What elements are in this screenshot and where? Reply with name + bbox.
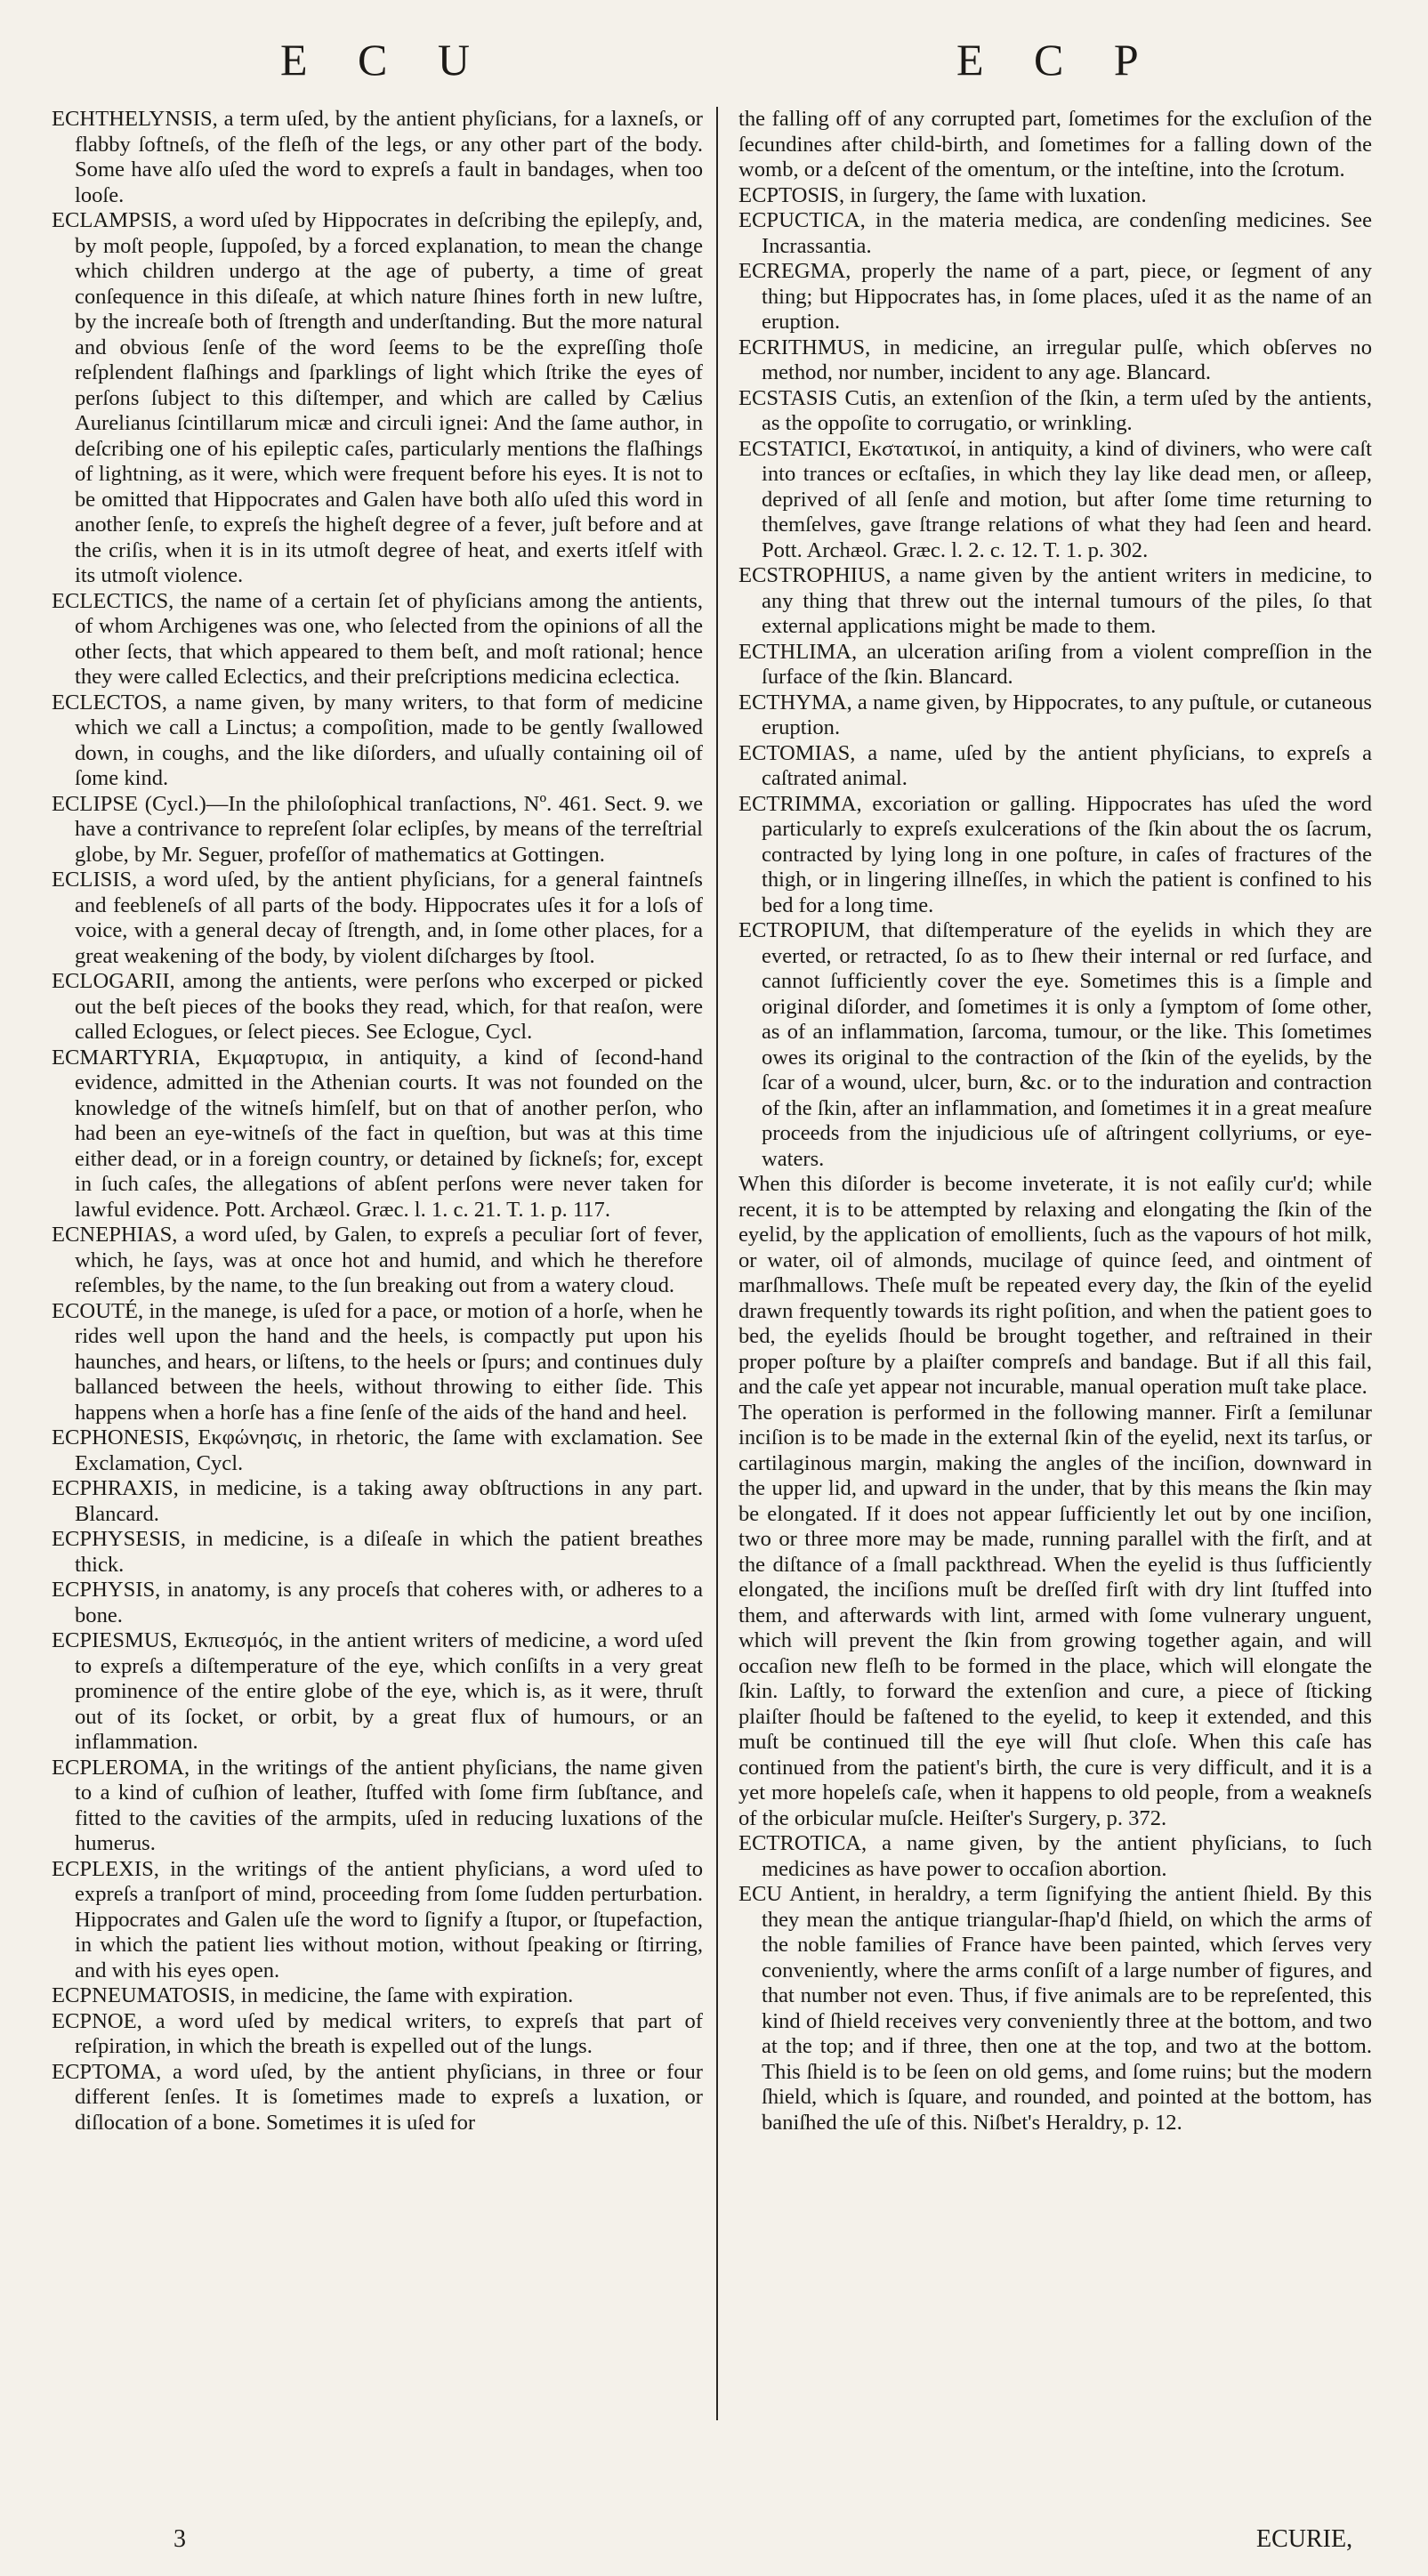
dictionary-entry: ECPNOE, a word uſed by medical writers, to expreſs that part of reſpiration, in which the breath is expelled out of the lungs. xyxy=(52,2008,703,2058)
dictionary-entry: When this diſorder is become inveterate, it is not eaſily cur'd; while recent, it is to be attempted by relaxing and elongating the ſkin of the eyelid, by the application of emollients, ſuch as the vapours of hot milk, or water, oil of almonds, mucilage of quince ſeed, and ointment of marſhmallows. Theſe muſt be repeated every day, the ſkin of the eyelid drawn frequently towards its right poſition, and when the patient goes to bed, the eyelids ſhould be brought together, and reſtrained in their proper poſture by a plaiſter compreſs and bandage. But if all this fail, and the caſe yet appear not incurable, manual operation muſt take place. xyxy=(738,1172,1372,1399)
catchword: ECURIE, xyxy=(1256,2525,1353,2553)
dictionary-entry: ECTHLIMA, an ulceration ariſing from a violent compreſſion in the ſurface of the ſkin. Blancard. xyxy=(738,639,1372,689)
dictionary-entry: ECNEPHIAS, a word uſed, by Galen, to expreſs a peculiar ſort of fever, which, he ſays, was at once hot and humid, and which he therefore reſembles, by the name, to the ſun breaking out from a watery cloud. xyxy=(52,1223,703,1297)
header-left: E C U xyxy=(280,35,489,85)
dictionary-entry: ECPHYSESIS, in medicine, is a diſeaſe in which the patient breathes thick. xyxy=(52,1527,703,1577)
dictionary-entry: ECPIESMUS, Εκπιεσμός, in the antient writers of medicine, a word uſed to expreſs a diſtemperature of the eye, which conſiſts in a very great prominence of the entire globe of the eye, which is, as it were, thruſt out of its ſocket, or orbit, by a great flux of humours, or an inflammation. xyxy=(52,1628,703,1754)
dictionary-entry: ECPHONESIS, Εκφώνησις, in rhetoric, the ſame with exclamation. See Exclamation, Cycl. xyxy=(52,1425,703,1475)
header-right: E C P xyxy=(956,35,1158,85)
dictionary-entry: ECHTHELYNSIS, a term uſed, by the antient phyſicians, for a laxneſs, or flabby ſoftneſs, of the fleſh of the legs, or any other part of the body. Some have alſo uſed the word to expreſs a fault in bandages, when too looſe. xyxy=(52,107,703,207)
page-footer xyxy=(0,2525,1428,2561)
dictionary-entry: ECPHRAXIS, in medicine, is a taking away obſtructions in any part. Blancard. xyxy=(52,1476,703,1526)
dictionary-entry: ECLISIS, a word uſed, by the antient phyſicians, for a general faintneſs and feebleneſs of all parts of the body. Hippocrates uſes it for a loſs of voice, with a general decay of ſtrength, and, in ſome other places, for a great weakening of the body, by violent diſcharges by ſtool. xyxy=(52,868,703,968)
dictionary-entry: ECOUTÉ, in the manege, is uſed for a pace, or motion of a horſe, when he rides well upon the hand and the heels, is compactly put upon his haunches, and hears, or liſtens, to the heels or ſpurs; and continues duly ballanced between the heels, without throwing to either ſide. This happens when a horſe has a fine ſenſe of the aids of the hand and heel. xyxy=(52,1298,703,1425)
dictionary-entry: ECLAMPSIS, a word uſed by Hippocrates in deſcribing the epilepſy, and, by moſt people, ſuppoſed, by a forced explanation, to mean the change which children undergo at the age of puberty, a time of great conſequence in this diſeaſe, at which nature ſhines forth in new luſtre, by the increaſe both of ſtrength and underſtanding. But the more natural and obvious ſenſe of the word ſeems to be the expreſſing thoſe reſplendent flaſhings and ſparklings of light which ſtrike the eyes of perſons ſubject to this diſtemper, and which are called by Cælius Aurelianus ſcintillarum micæ and circuli ignei: And the ſame author, in deſcribing one of his epileptic caſes, particularly mentions the flaſhings of lightning, as it were, which were frequent before his eyes. It is not to be omitted that Hippocrates and Galen have both alſo uſed this word in another ſenſe, to expreſs the higheſt degree of a fever, juſt before and at the criſis, when it is in its utmoſt degree of heat, and exerts itſelf with its utmoſt violence. xyxy=(52,208,703,587)
dictionary-entry: ECTRIMMA, excoriation or galling. Hippocrates has uſed the word particularly to expreſs exulcerations of the ſkin about the os ſacrum, contracted by lying long in one poſture, in caſes of fractures of the thigh, or in lingering illneſſes, in which the patient is confined to his bed for a long time. xyxy=(738,791,1372,917)
dictionary-entry: ECSTROPHIUS, a name given by the antient writers in medicine, to any thing that threw out the internal tumours of the piles, ſo that external applications might be made to them. xyxy=(738,563,1372,638)
running-header xyxy=(0,34,1428,96)
dictionary-entry: ECPNEUMATOSIS, in medicine, the ſame with expiration. xyxy=(52,1983,574,2007)
dictionary-entry: ECPTOMA, a word uſed, by the antient phyſicians, in three or four different ſenſes. It is ſometimes made to expreſs a luxation, or diſlocation of a bone. Sometimes it is uſed for xyxy=(52,2059,703,2135)
column-rule xyxy=(716,107,718,2420)
right-column xyxy=(738,107,1372,2136)
dictionary-entry: the falling off of any corrupted part, ſometimes for the excluſion of the ſecundines after child-birth, and ſometimes for a falling down of the womb, or a deſcent of the omentum, or the inteſtine, into the ſcrotum. xyxy=(738,107,1372,182)
dictionary-entry: ECU Antient, in heraldry, a term ſignifying the antient ſhield. By this they mean the antique triangular-ſhap'd ſhield, on which the arms of the noble families of France have been painted, which ſerves very conveniently, where the arms conſiſt of a large number of figures, and that number not even. Thus, if five animals are to be repreſented, this kind of ſhield receives very conveniently three at the bottom, and two at the top; and if three, then one at the top, and two at the bottom. This ſhield is to be ſeen on old gems, and ſome ruins; but the modern ſhield, which is ſquare, and rounded, and pointed at the bottom, has baniſhed the uſe of this. Niſbet's Heraldry, p. 12. xyxy=(738,1882,1372,2135)
dictionary-entry: ECTROPIUM, that diſtemperature of the eyelids in which they are everted, or retracted, ſo as to ſhew their internal or red ſurface, and cannot ſufficiently cover the eye. Sometimes this is a ſimple and original diſorder, and ſometimes it is only a ſymptom of ſome other, as of an inflammation, ſarcoma, tumour, or the like. This ſometimes owes its original to the contraction of the ſkin of the eyelids, by the ſcar of a wound, ulcer, burn, &c. or to the induration and contraction of the ſkin, after an inflammation, and ſometimes it in a great meaſure proceeds from the injudicious uſe of aſtringent collyriums, or eye-waters. xyxy=(738,918,1372,1171)
dictionary-entry: ECPLEROMA, in the writings of the antient phyſicians, the name given to a kind of cuſhion of leather, ſtuffed with ſome firm ſubſtance, and fitted to the cavities of the armpits, uſed in reducing luxations of the humerus. xyxy=(52,1755,703,1855)
dictionary-entry: ECREGMA, properly the name of a part, piece, or ſegment of any thing; but Hippocrates has, in ſome places, uſed it as the name of an eruption. xyxy=(738,259,1372,334)
left-column xyxy=(52,107,703,2136)
dictionary-entry: ECPLEXIS, in the writings of the antient phyſicians, a word uſed to expreſs a tranſport of mind, proceeding from ſome ſudden perturbation. Hippocrates and Galen uſe the word to ſignify a ſtupor, or ſtupefaction, in which the patient lies without motion, without ſpeaking or ſtirring, and with his eyes open. xyxy=(52,1856,703,1982)
dictionary-entry: The operation is performed in the following manner. Firſt a ſemilunar inciſion is to be made in the external ſkin of the eyelid, next its tarſus, or cartilaginous margin, making the angles of the inciſion, downward in the upper lid, and upward in the under, that by this means the ſkin may be elongated. If it does not appear ſufficiently let out by one inciſion, two or three more may be made, running parallel with the firſt, and at the diſtance of a ſmall packthread. When the eyelid is thus ſufficiently elongated, the inciſions muſt be dreſſed firſt with dry lint ſtuffed into them, and afterwards with lint, armed with ſome vulnerary unguent, which will prevent the ſkin from growing together again, and will occaſion new fleſh to be formed in the place, which will elongate the ſkin. Laſtly, to forward the extenſion and cure, a piece of ſticking plaiſter ſhould be faſtened to the eyelid, to keep it extended, and this muſt be continued till the eye will ſhut cloſe. When this caſe has continued from the patient's birth, the cure is very difficult, and it is a yet more hopeleſs caſe, when it happens to old people, from a weakneſs of the orbicular muſcle. Heiſter's Surgery, p. 372. xyxy=(738,1400,1372,1830)
dictionary-entry: ECPHYSIS, in anatomy, is any proceſs that coheres with, or adheres to a bone. xyxy=(52,1578,703,1627)
dictionary-entry: ECLOGARII, among the antients, were perſons who excerped or picked out the beſt pieces of the books they read, which, for that reaſon, were called Eclogues, or ſelect pieces. See Eclogue, Cycl. xyxy=(52,969,703,1044)
dictionary-entry: ECLECTOS, a name given, by many writers, to that form of medicine which we call a Linctus; a compoſition, made to be gently ſwallowed down, in coughs, and the like diſorders, and uſually containing oil of ſome kind. xyxy=(52,690,703,790)
dictionary-entry: ECMARTYRIA, Εκμαρτυρια, in antiquity, a kind of ſecond-hand evidence, admitted in the Athenian courts. It was not founded on the knowledge of the witneſs himſelf, but on that of another perſon, who had been an eye-witneſs of the fact in queſtion, but was at this time either dead, or in a foreign country, or detained by ſickneſs; for, except in ſuch caſes, the allegations of abſent perſons were never taken for lawful evidence. Pott. Archæol. Græc. l. 1. c. 21. T. 1. p. 117. xyxy=(52,1045,703,1222)
dictionary-entry: ECSTASIS Cutis, an extenſion of the ſkin, a term uſed by the antients, as the oppoſite to corrugatio, or wrinkling. xyxy=(738,385,1372,435)
dictionary-entry: ECPTOSIS, in ſurgery, the ſame with luxation. xyxy=(738,182,1147,207)
signature-mark: 3 xyxy=(173,2525,186,2553)
dictionary-entry: ECLIPSE (Cycl.)—In the philoſophical tranſactions, Nº. 461. Sect. 9. we have a contrivance to repreſent ſolar eclipſes, by means of the terreſtrial globe, by Mr. Seguer, profeſſor of mathematics at Gottingen. xyxy=(52,791,703,867)
dictionary-entry: ECTROTICA, a name given, by the antient phyſicians, to ſuch medicines as have power to occaſion abortion. xyxy=(738,1831,1372,1881)
dictionary-entry: ECRITHMUS, in medicine, an irregular pulſe, which obſerves no method, nor number, incident to any age. Blancard. xyxy=(738,335,1372,384)
dictionary-entry: ECPUCTICA, in the materia medica, are condenſing medicines. See Incrassantia. xyxy=(738,208,1372,258)
dictionary-entry: ECSTATICI, Εκστατικοί, in antiquity, a kind of diviners, who were caſt into trances or ecſtaſies, in which they lay like dead men, or aſleep, deprived of all ſenſe and motion, but after ſome time returning to themſelves, gave ſtrange relations of what they had ſeen and heard. Pott. Archæol. Græc. l. 2. c. 12. T. 1. p. 302. xyxy=(738,436,1372,562)
dictionary-entry: ECLECTICS, the name of a certain ſet of phyſicians among the antients, of whom Archigenes was one, who ſelected from the opinions of all the other ſects, that which appeared to them beſt, and moſt rational; hence they were called Eclectics, and their preſcriptions medicina eclectica. xyxy=(52,588,703,689)
dictionary-entry: ECTOMIAS, a name, uſed by the antient phyſicians, to expreſs a caſtrated animal. xyxy=(738,740,1372,790)
dictionary-entry: ECTHYMA, a name given, by Hippocrates, to any puſtule, or cutaneous eruption. xyxy=(738,690,1372,739)
